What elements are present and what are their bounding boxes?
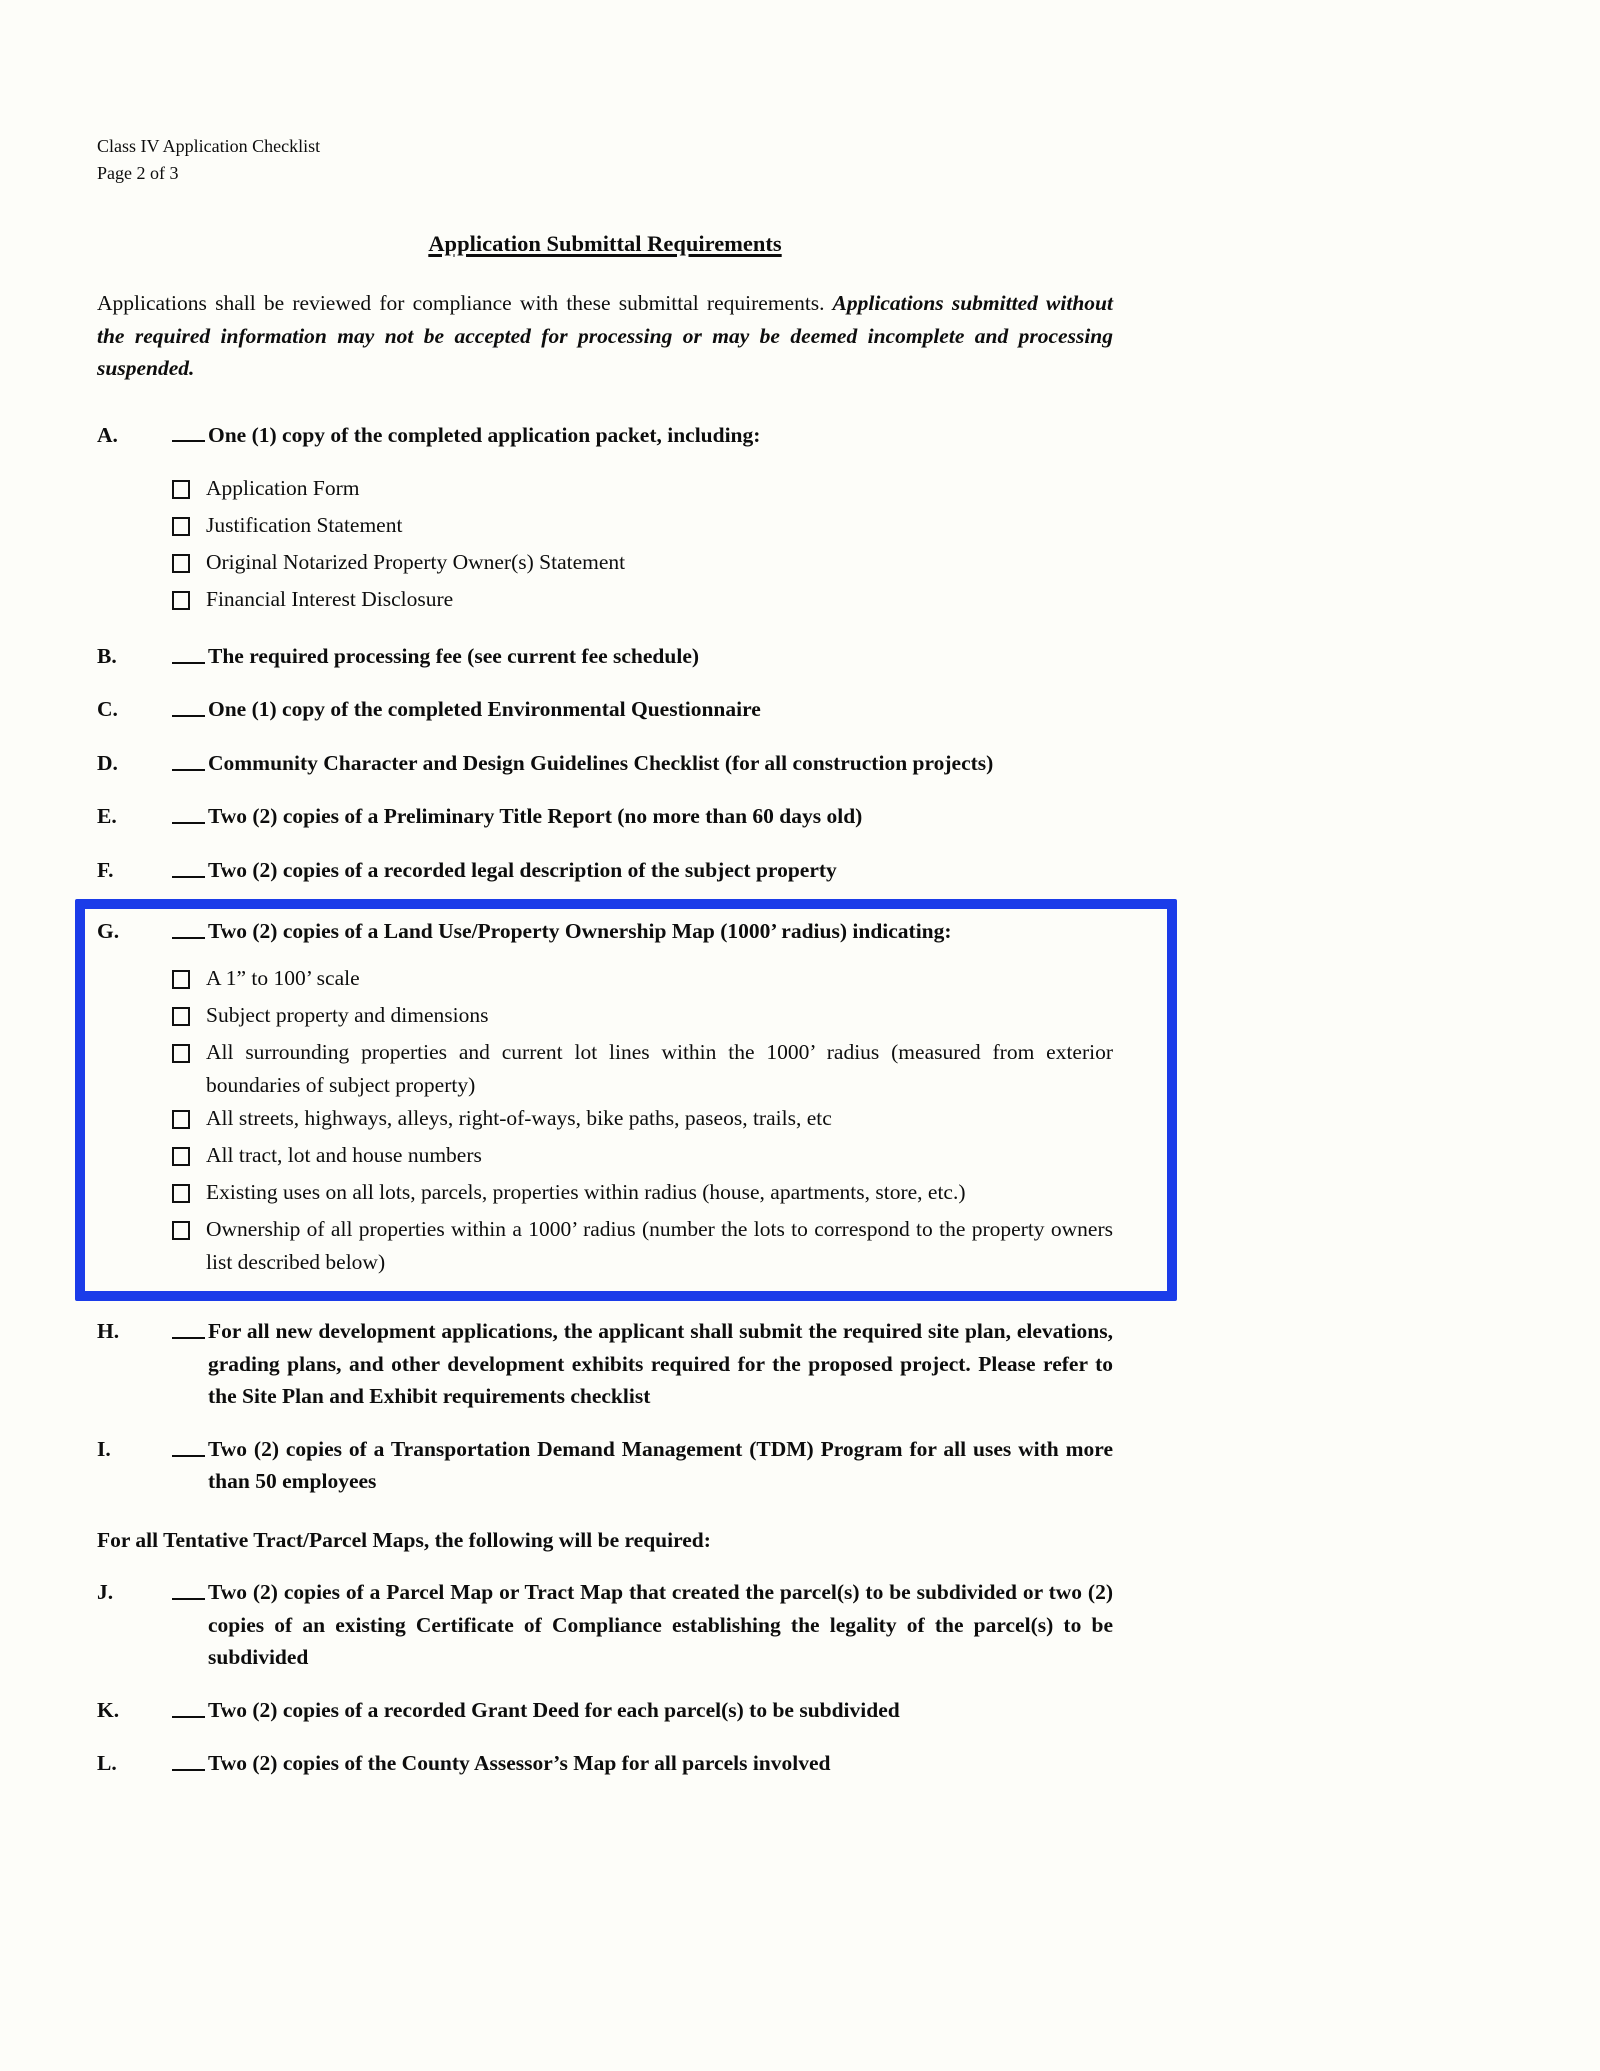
item-letter-e: E. (97, 804, 117, 829)
checkbox-icon (172, 970, 190, 989)
item-letter-i: I. (97, 1436, 111, 1461)
sub-item (97, 509, 1113, 546)
header-page-number: Page 2 of 3 (97, 163, 179, 183)
checkbox-cell (172, 962, 206, 999)
blank-line (172, 800, 205, 824)
checkbox-cell (172, 509, 206, 546)
checklist-item-k (97, 1694, 1113, 1727)
item-text-h: For all new development applications, the applicant shall submit the required site plan, elevations, grading plans, and other development exhibits required for the proposed project. Please refer to the Site Plan and Exhibit requirements checklist (208, 1319, 1113, 1409)
checkbox-cell (172, 1139, 206, 1176)
fill-in-blank (172, 747, 208, 780)
fill-in-blank (172, 854, 208, 887)
checklist-item-a (97, 419, 1113, 452)
checklist-item-c (97, 693, 1113, 726)
item-letter-h: H. (97, 1319, 120, 1344)
section-heading: For all Tentative Tract/Parcel Maps, the following will be required: (97, 1527, 711, 1552)
checkbox-icon (172, 554, 190, 573)
sub-item-text: Ownership of all properties within a 1000’ radius (number the lots to correspond to the property owners list described below) (206, 1217, 1113, 1275)
fill-in-blank (172, 1747, 208, 1780)
blank-line (172, 1576, 205, 1600)
fill-in-blank (172, 693, 208, 726)
checkbox-icon (172, 517, 190, 536)
sub-indent (97, 1139, 172, 1176)
sub-indent (97, 1176, 172, 1213)
blank-line (172, 693, 205, 717)
checkbox-icon (172, 1147, 190, 1166)
sub-item (97, 1213, 1113, 1279)
sub-item-text: Original Notarized Property Owner(s) Statement (206, 549, 626, 574)
sub-item-text: Justification Statement (206, 512, 403, 537)
sub-item-text: A 1” to 100’ scale (206, 966, 360, 991)
checkbox-cell (172, 1213, 206, 1279)
checkbox-cell (172, 1102, 206, 1139)
sub-item-text: All tract, lot and house numbers (206, 1143, 482, 1168)
sub-item-text: Financial Interest Disclosure (206, 586, 454, 611)
item-letter-d: D. (97, 750, 118, 775)
fill-in-blank (172, 1315, 208, 1413)
blank-line (172, 1694, 205, 1718)
document-header (97, 133, 1113, 187)
item-text-j: Two (2) copies of a Parcel Map or Tract Map that created the parcel(s) to be subdivided or two (2) copies of an existing Certificate of Compliance establishing the legality of the parcel(s) to be subdivided (208, 1580, 1113, 1670)
sub-item (97, 1176, 1113, 1213)
checklist-tract (97, 1576, 1113, 1780)
sub-indent (97, 472, 172, 509)
sub-indent (97, 509, 172, 546)
checklist-item-l (97, 1747, 1113, 1780)
sub-item (97, 472, 1113, 509)
item-text-g: Two (2) copies of a Land Use/Property Ownership Map (1000’ radius) indicating: (208, 919, 952, 944)
header-title-line: Class IV Application Checklist (97, 136, 321, 156)
sub-indent (97, 1213, 172, 1279)
checkbox-cell (172, 1036, 206, 1102)
sub-item-text: All surrounding properties and current lot lines within the 1000’ radius (measured from exterior boundaries of subject property) (206, 1040, 1113, 1098)
item-text-f: Two (2) copies of a recorded legal description of the subject property (208, 857, 837, 882)
blank-line (172, 1433, 205, 1457)
fill-in-blank (172, 800, 208, 833)
fill-in-blank (172, 1433, 208, 1498)
sub-item-text: Application Form (206, 475, 360, 500)
item-letter-k: K. (97, 1697, 120, 1722)
checkbox-cell (172, 583, 206, 620)
checklist-item-e (97, 800, 1113, 833)
checkbox-icon (172, 1044, 190, 1063)
item-letter-l: L. (97, 1751, 117, 1776)
sub-item (97, 999, 1113, 1036)
sub-indent (97, 1036, 172, 1102)
checkbox-cell (172, 472, 206, 509)
fill-in-blank (172, 419, 208, 452)
checkbox-cell (172, 546, 206, 583)
sub-indent (97, 1102, 172, 1139)
fill-in-blank (172, 915, 208, 948)
sub-indent (97, 999, 172, 1036)
checklist-item-d (97, 747, 1113, 780)
checkbox-icon (172, 591, 190, 610)
checkbox-icon (172, 1110, 190, 1129)
item-text-e: Two (2) copies of a Preliminary Title Report (no more than 60 days old) (208, 804, 863, 829)
sub-indent (97, 583, 172, 620)
intro-text: Applications shall be reviewed for compliance with these submittal requirements. (97, 291, 825, 315)
sub-checklist-a (97, 472, 1113, 620)
checklist-item-i (97, 1433, 1113, 1498)
checklist-item-j (97, 1576, 1113, 1674)
blank-line (172, 854, 205, 878)
sub-item-text: All streets, highways, alleys, right-of-ways, bike paths, paseos, trails, etc (206, 1106, 832, 1131)
checkbox-cell (172, 1176, 206, 1213)
sub-item (97, 546, 1113, 583)
item-text-b: The required processing fee (see current fee schedule) (208, 643, 700, 668)
checkbox-cell (172, 999, 206, 1036)
sub-item-text: Subject property and dimensions (206, 1003, 489, 1028)
sub-item (97, 583, 1113, 620)
blank-line (172, 1315, 205, 1339)
blank-line (172, 640, 205, 664)
item-letter-j: J. (97, 1580, 114, 1605)
checklist-item-f (97, 854, 1113, 887)
sub-indent (97, 962, 172, 999)
intro-paragraph (97, 287, 1113, 385)
sub-item (97, 962, 1113, 999)
item-letter-g: G. (97, 919, 120, 944)
blank-line (172, 419, 205, 443)
checkbox-icon (172, 1184, 190, 1203)
intro-emphasis-text: Applications submitted without the required information may not be accepted for processing or may be deemed incomplete and processing suspended. (97, 291, 1113, 380)
checklist-main (97, 419, 1113, 1498)
checkbox-icon (172, 480, 190, 499)
fill-in-blank (172, 1576, 208, 1674)
checklist-item-h (97, 1315, 1113, 1413)
blank-line (172, 747, 205, 771)
item-text-l: Two (2) copies of the County Assessor’s Map for all parcels involved (208, 1751, 831, 1776)
sub-checklist-g (97, 962, 1113, 1279)
sub-item-text: Existing uses on all lots, parcels, properties within radius (house, apartments, store, etc.) (206, 1180, 966, 1205)
item-text-a: One (1) copy of the completed application packet, including: (208, 422, 761, 447)
highlight-box (75, 899, 1177, 1301)
sub-item (97, 1139, 1113, 1176)
item-text-d: Community Character and Design Guidelines Checklist (for all construction projects) (208, 750, 994, 775)
sub-item (97, 1102, 1113, 1139)
page-title: Application Submittal Requirements (428, 231, 782, 256)
page-content (97, 133, 1113, 1781)
fill-in-blank (172, 640, 208, 673)
sub-item (97, 1036, 1113, 1102)
item-text-c: One (1) copy of the completed Environmental Questionnaire (208, 697, 761, 722)
checkbox-icon (172, 1221, 190, 1240)
item-letter-c: C. (97, 697, 118, 722)
checkbox-icon (172, 1007, 190, 1026)
blank-line (172, 915, 205, 939)
sub-indent (97, 546, 172, 583)
item-letter-a: A. (97, 422, 118, 447)
item-letter-f: F. (97, 857, 114, 882)
item-text-i: Two (2) copies of a Transportation Demand Management (TDM) Program for all uses with more than 50 employees (208, 1436, 1113, 1494)
item-letter-b: B. (97, 643, 117, 668)
fill-in-blank (172, 1694, 208, 1727)
checklist-item-g (97, 915, 1113, 948)
blank-line (172, 1747, 205, 1771)
checklist-item-b (97, 640, 1113, 673)
item-text-k: Two (2) copies of a recorded Grant Deed for each parcel(s) to be subdivided (208, 1697, 900, 1722)
